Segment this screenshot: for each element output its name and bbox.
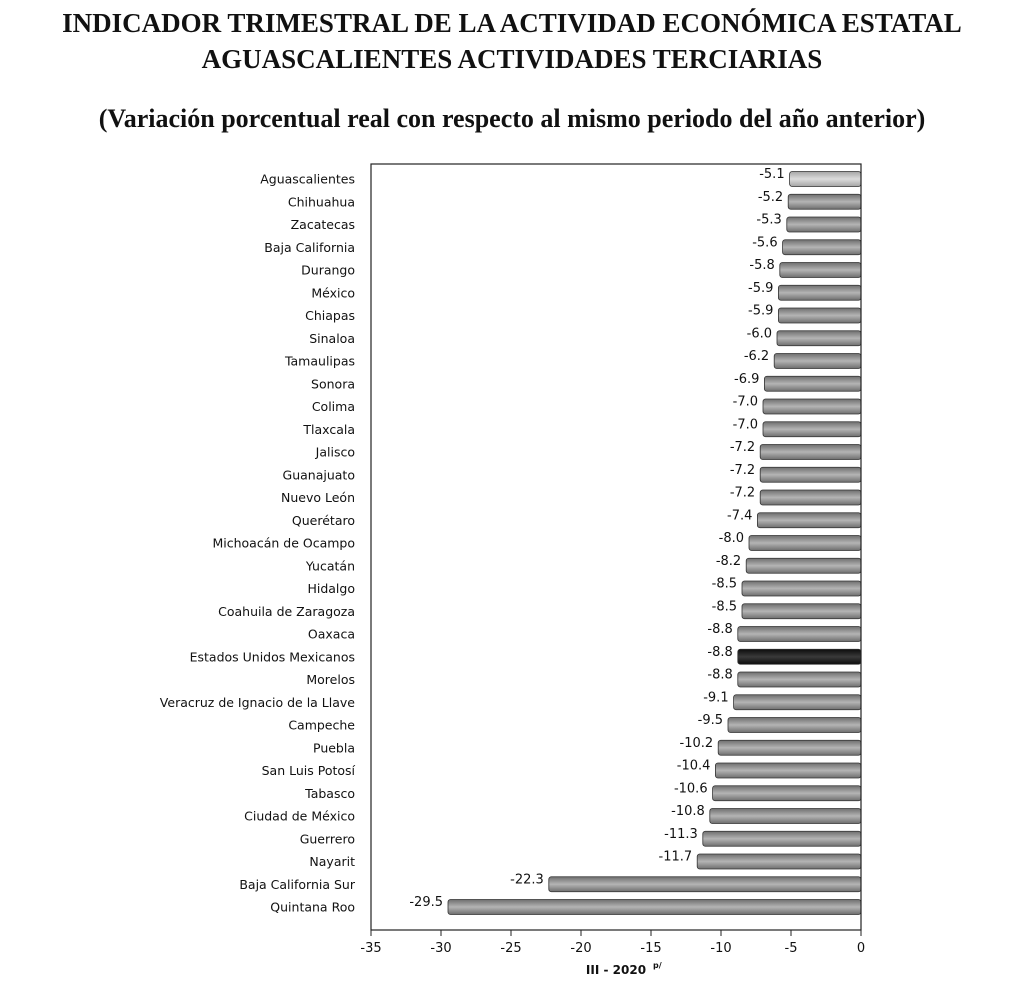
value-label: -7.4 [727,508,753,524]
bar [780,263,861,278]
bar [757,513,861,528]
value-label: -5.1 [759,167,785,182]
bar [778,285,861,300]
value-label: -10.6 [673,781,708,797]
category-label: Sonora [311,376,355,392]
bar [763,399,861,414]
category-label: Guerrero [299,831,355,847]
category-label: Veracruz de Ignacio de la Llave [159,694,355,710]
value-label: -10.2 [679,735,714,751]
x-tick-label: -35 [360,941,382,956]
bar [742,581,861,596]
x-tick-label: 0 [856,941,866,956]
bar [710,809,861,824]
category-label: Chihuahua [287,194,355,210]
bars-group [160,167,861,915]
value-label: -8.8 [707,667,733,683]
bar [742,604,861,619]
x-axis-label-superscript: p/ [653,961,662,970]
category-label: Colima [311,399,355,414]
category-label: Quintana Roo [270,899,355,915]
category-label: Zacatecas [290,217,355,232]
category-label: San Luis Potosí [261,763,355,778]
value-label: -10.4 [676,758,711,774]
category-label: Coahuila de Zaragoza [218,603,355,619]
x-axis-label: III - 2020 [585,963,647,977]
category-label: Aguascalientes [260,171,355,187]
bar [728,718,861,733]
category-label: Guanajuato [282,467,355,483]
category-label: Yucatán [305,558,355,574]
value-label: -6.2 [743,349,770,364]
x-tick-label: -10 [710,941,732,956]
bar [778,308,861,323]
x-tick-label: -5 [784,941,798,956]
value-label: -8.5 [711,576,737,592]
value-label: -5.8 [749,258,775,273]
category-label: Querétaro [291,512,355,528]
category-label: Puebla [313,740,355,756]
category-label: Tlaxcala [303,421,355,437]
category-label: Durango [301,262,355,278]
bar [718,740,861,755]
category-label: Michoacán de Ocampo [212,535,355,551]
bar [790,172,861,187]
chart-subtitle: (Variación porcentual real con respecto al mismo periodo del año anterior) [98,104,926,133]
category-label: Morelos [306,672,355,687]
value-label: -8.0 [718,531,744,546]
value-label: -7.2 [729,440,756,455]
bar [777,331,861,346]
value-label: -5.9 [748,280,774,296]
category-label: Nuevo León [281,490,355,505]
bar [703,831,861,846]
value-label: -11.7 [658,849,693,865]
bar [738,649,861,664]
chart-title-line2: AGUASCALIENTES ACTIVIDADES TERCIARIAS [201,44,823,74]
x-tick-label: -30 [430,941,452,956]
bar [715,763,861,778]
bar [760,467,861,482]
bar [713,786,861,801]
bar [549,877,861,892]
value-label: -8.8 [707,644,733,660]
bar [448,900,861,915]
category-label: Estados Unidos Mexicanos [189,649,355,665]
category-label: Chiapas [305,308,355,323]
bar [738,672,861,687]
value-label: -7.0 [732,394,758,410]
bar [788,194,861,209]
bar [763,422,861,437]
category-label: Ciudad de México [244,808,355,824]
value-label: -7.2 [729,485,756,501]
value-label: -5.6 [752,235,778,251]
category-label: Hidalgo [307,581,355,596]
category-label: Oaxaca [307,626,355,642]
bar [760,490,861,505]
x-tick-label: -15 [640,941,662,956]
bar [749,536,861,551]
category-label: Baja California [264,239,355,255]
value-label: -7.2 [729,462,756,478]
value-label: -7.0 [732,417,758,433]
bar [764,376,861,391]
category-label: México [311,285,355,301]
value-label: -9.5 [697,713,723,728]
value-label: -5.3 [756,212,782,228]
bar [774,354,861,369]
value-label: -22.3 [510,872,544,888]
value-label: -11.3 [664,826,698,842]
value-label: -5.9 [748,303,774,319]
category-label: Campeche [288,717,355,733]
value-label: -8.5 [711,599,737,615]
value-label: -29.5 [409,895,443,910]
x-tick-label: -20 [570,941,592,956]
bar [697,854,861,869]
bar [787,217,861,232]
value-label: -8.2 [715,553,742,569]
category-label: Tabasco [305,785,355,801]
value-label: -8.8 [707,622,733,637]
category-label: Sinaloa [309,330,355,346]
bar [783,240,861,255]
value-label: -5.2 [757,189,784,205]
category-label: Tamaulipas [284,353,355,369]
bar [760,445,861,460]
category-label: Jalisco [315,444,355,460]
value-label: -10.8 [671,804,705,819]
bar [734,695,861,710]
value-label: -9.1 [703,690,729,706]
x-tick-label: -25 [500,941,522,956]
bar [746,558,861,573]
bar [738,627,861,642]
chart-title: INDICADOR TRIMESTRAL DE LA ACTIVIDAD ECONÓMICA ESTATAL [62,8,962,38]
value-label: -6.0 [746,326,772,342]
value-label: -6.9 [734,371,760,387]
category-label: Nayarit [309,854,355,869]
category-label: Baja California Sur [239,876,355,892]
